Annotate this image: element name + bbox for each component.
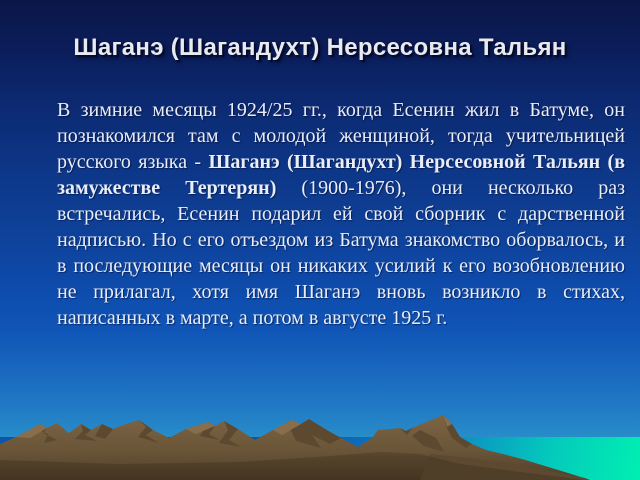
slide-paragraph: В зимние месяцы 1924/25 гг., когда Есенин жил в Батуме, он познакомился там с молодой женщиной, тогда учительницей русского языка - Шаганэ (Шагандухт) Нерсесовной Тальян (в замужестве Тертерян) (1900-1976), они несколько раз встречались, Есенин подарил ей свой сборник с дарственной надписью. Но с его отъездом из Батума знакомство оборвалось, и в последующие месяцы он никаких усилий к его возобновлению не прилагал, хотя имя Шаганэ вновь возникло в стихах, написанных в марте, а потом в августе 1925 г. <box>57 99 626 329</box>
mountain-landscape-graphic <box>0 408 640 480</box>
slide-title: Шаганэ (Шагандухт) Нерсесовна Тальян <box>73 34 567 61</box>
